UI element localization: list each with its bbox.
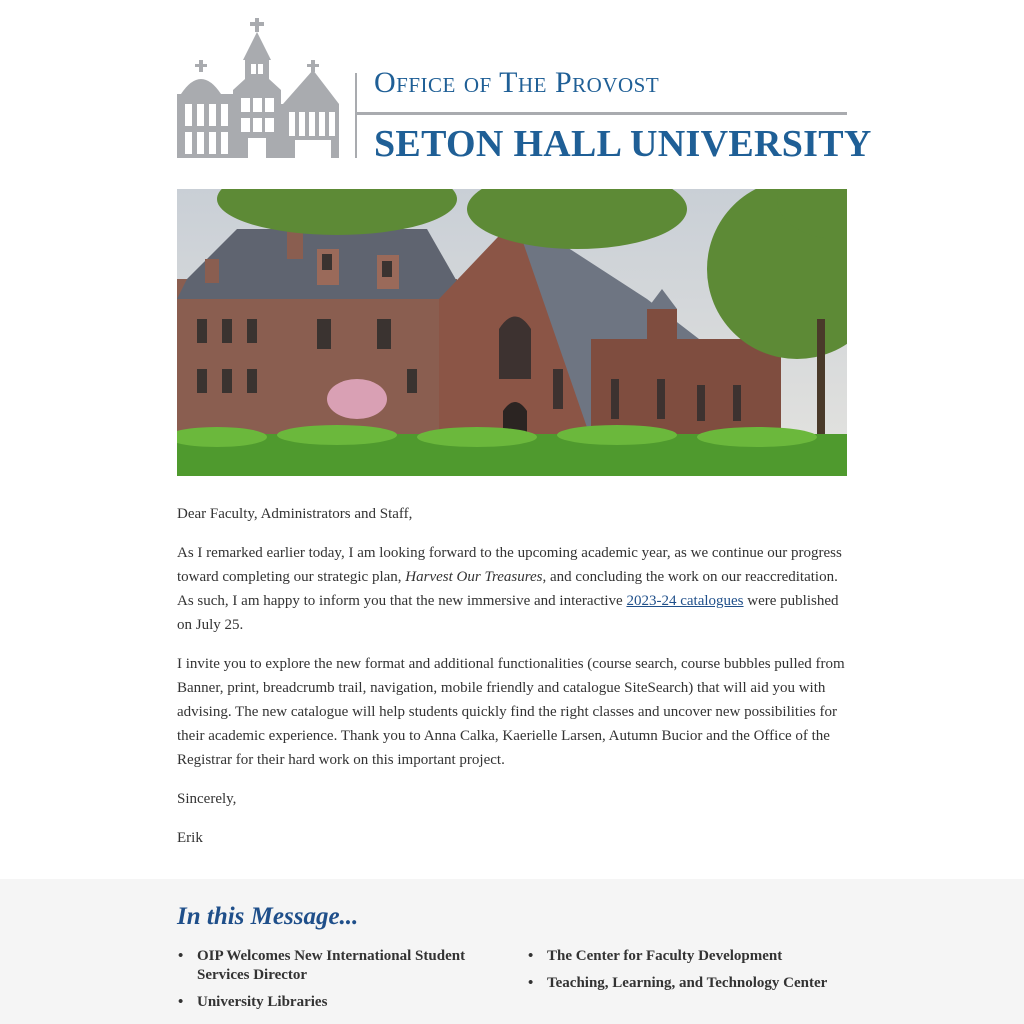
paragraph-catalogue-announcement <box>177 541 847 637</box>
message-item[interactable]: • Teaching, Learning, and Technology Center <box>527 974 857 993</box>
p1-text-a: As I remarked earlier today, I am looking forward to the upcoming academic year, as we continue our progress toward completing our strategic plan, <box>177 545 842 585</box>
chapel-logo-icon <box>177 18 342 160</box>
office-title: Office of The Provost <box>374 66 660 99</box>
message-list-left <box>177 947 507 1020</box>
university-name: SETON HALL UNIVERSITY <box>374 123 872 165</box>
message-item[interactable]: • OIP Welcomes New International Student Services Director <box>177 947 507 985</box>
in-this-message-title: In this Message... <box>177 903 359 930</box>
closing: Sincerely, <box>177 791 237 807</box>
logo-divider <box>355 73 357 158</box>
paragraph-functionalities: I invite you to explore the new format and additional functionalities (course search, course bubbles pulled from Banner, print, breadcrumb trail, navigation, mobile friendly and catalogue SiteSearch) that will aid you with advising. The new catalogue will help students quickly find the right classes and uncover new possibilities for their academic experience. Thank you to Anna Calka, Kaerielle Larsen, Autumn Bucior and the Office of the Registrar for their hard work on this important project. <box>177 656 845 768</box>
letter-body <box>177 502 847 865</box>
in-this-message-section <box>0 879 1024 1024</box>
email-header <box>177 18 872 165</box>
p1-text-c: were published on July 25. <box>177 593 839 633</box>
campus-chapel-illustration <box>177 189 847 476</box>
strategic-plan-title: Harvest Our Treasures <box>405 569 543 585</box>
message-list-right <box>527 947 857 1001</box>
p1-text-b: , and concluding the work on our reaccreditation. As such, I am happy to inform you that the new immersive and interactive <box>177 569 838 609</box>
signature: Erik <box>177 830 203 846</box>
campus-banner-image <box>177 189 847 476</box>
greeting: Dear Faculty, Administrators and Staff, <box>177 506 413 522</box>
message-item[interactable]: • The Center for Faculty Development <box>527 947 857 966</box>
catalogues-link[interactable]: 2023-24 catalogues <box>626 593 744 609</box>
message-item[interactable]: • University Libraries <box>177 993 507 1012</box>
header-rule <box>357 112 847 115</box>
